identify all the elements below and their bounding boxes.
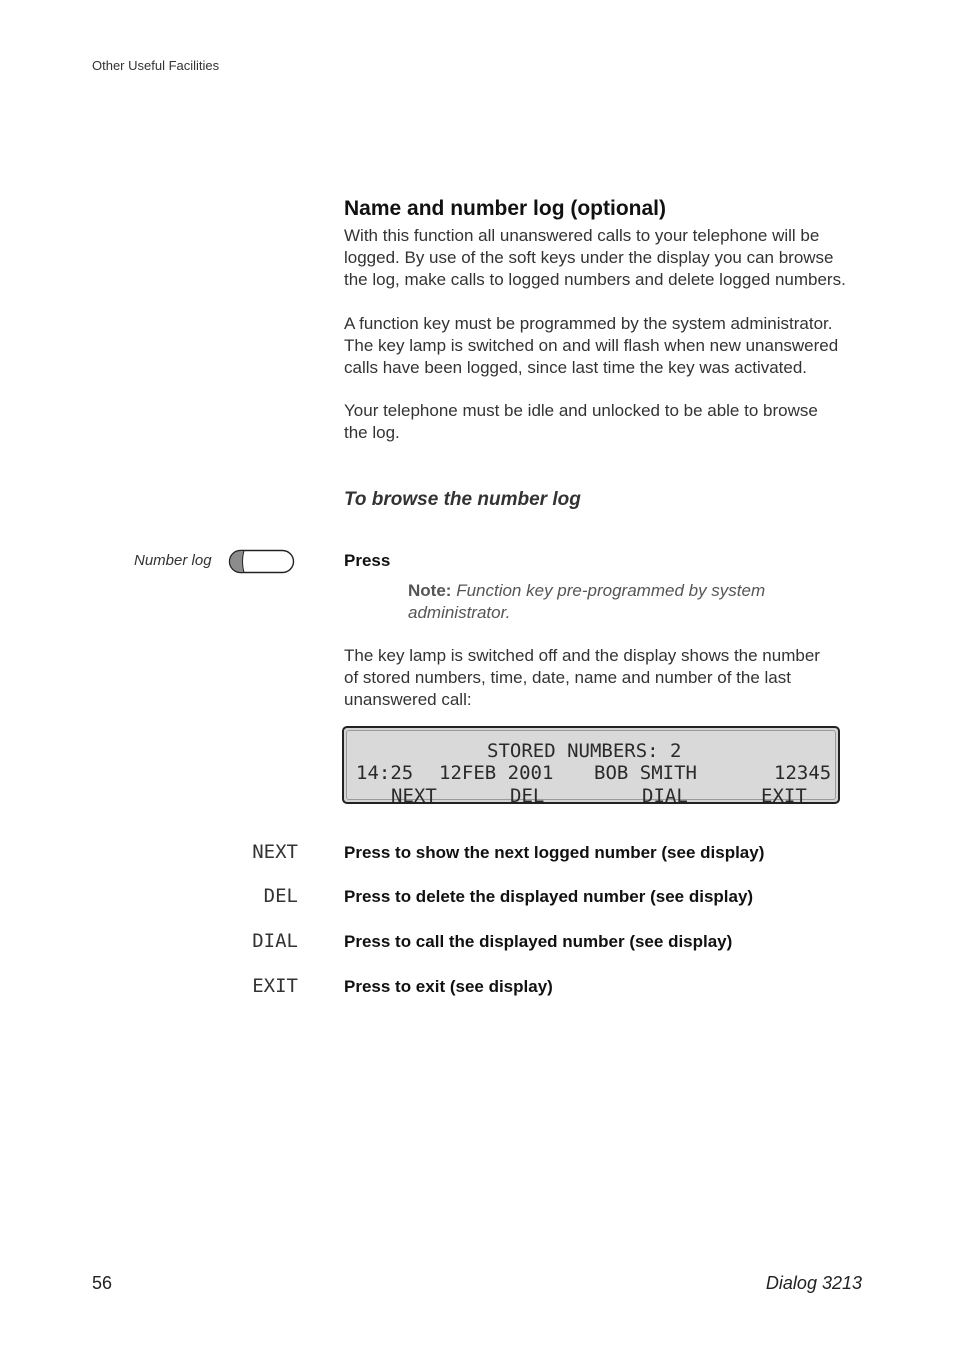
phone-display-screen [346,730,836,807]
section-title: Name and number log (optional) [344,197,667,220]
softkey-del-description: Press to delete the displayed number (see display) [344,887,754,906]
softkey-exit-label: EXIT [252,975,298,997]
running-header: Other Useful Facilities [92,58,220,73]
softkey-next-label: NEXT [252,841,298,863]
intro-paragraph-2: A function key must be programmed by the system administrator. The key lamp is switched on and will flash when new unanswered calls have been logged, since last time the key was activated. [344,314,839,377]
intro-paragraph-3: Your telephone must be idle and unlocked to be able to browse the log. [344,401,818,442]
note-label: Note: [408,581,452,600]
softkey-next-description: Press to show the next logged number (see display) [344,843,765,862]
function-key-icon [228,549,296,580]
page-number: 56 [92,1273,113,1293]
intro-paragraph-1: With this function all unanswered calls to your telephone will be logged. By use of the soft keys under the display you can browse the log, make calls to logged numbers and delete logged numbers. [344,226,846,289]
number-log-key-label: Number log [134,552,212,569]
display-stored-count: STORED NUMBERS: 2 [487,740,682,762]
note [408,580,848,624]
display-date: 12FEB 2001 [439,762,554,784]
display-softkey-exit: EXIT [761,785,807,807]
display-softkey-next: NEXT [391,785,437,807]
softkey-exit-description: Press to exit (see display) [344,977,553,996]
softkey-del-label: DEL [263,885,298,907]
softkey-dial-label: DIAL [252,930,298,952]
display-time: 14:25 [356,762,414,784]
result-paragraph: The key lamp is switched off and the display shows the number of stored numbers, time, date, name and number of the last unanswered call: [344,646,820,709]
phone-display [342,726,840,807]
display-softkey-dial: DIAL [642,785,688,807]
display-name: BOB SMITH [594,762,697,784]
display-number: 12345 [774,762,832,784]
note-text: Function key pre-programmed by system administrator. [408,581,766,622]
press-instruction: Press [344,551,391,570]
softkey-dial-description: Press to call the displayed number (see display) [344,932,733,951]
browse-subheading: To browse the number log [344,489,581,510]
display-softkey-del: DEL [510,785,545,807]
product-name: Dialog 3213 [765,1273,862,1293]
